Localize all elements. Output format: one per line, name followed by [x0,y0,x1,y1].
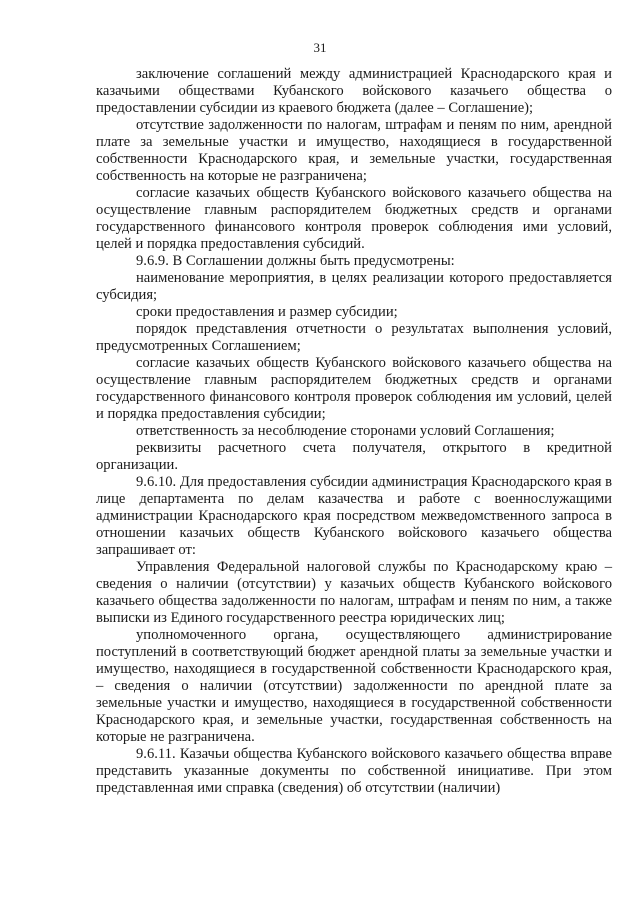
paragraph-tax-service: Управления Федеральной налоговой службы по Краснодарскому краю – сведения о наличии (отсутствии) у казачьих обществ Кубанского войскового казачьего общества задолженности по налогам, штрафам и пеням по ним, а также выписки из Единого государственного реестра юридических лиц; [96,559,612,626]
paragraph-responsibility: ответственность за несоблюдение сторонами условий Соглашения; [136,423,555,439]
page-number: 31 [313,40,327,55]
paragraph-bank-details: реквизиты расчетного счета получателя, открытого в кредитной организации. [96,440,612,473]
paragraph-section-9-6-10: 9.6.10. Для предоставления субсидии администрация Краснодарского края в лице департамента по делам казачества и работе с военнослужащими администрации Краснодарского края посредством межведомственного запроса в отношении казачьих обществ Кубанского войскового казачьего общества запрашивает от: [96,474,612,558]
paragraph-agreement-conclusion: заключение соглашений между администрацией Краснодарского края и казачьими обществами Кубанского войскового казачьего общества о предоставлении субсидии из краевого бюджета (далее – Соглашение); [96,66,612,116]
document-body [96,66,612,797]
paragraph-section-9-6-9: 9.6.9. В Соглашении должны быть предусмотрены: [136,253,455,269]
paragraph-event-name: наименование мероприятия, в целях реализации которого предоставляется субсидия; [96,270,612,303]
paragraph-terms-amount: сроки предоставления и размер субсидии; [136,304,398,320]
paragraph-consent-inspection: согласие казачьих обществ Кубанского войскового казачьего общества на осуществление главным распорядителем бюджетных средств и органами государственного финансового контроля проверок соблюдения ими условий, целей и порядка предоставления субсидий. [96,185,612,252]
paragraph-no-debt: отсутствие задолженности по налогам, штрафам и пеням по ним, арендной плате за земельные участки и имущество, находящиеся в государственной собственности Краснодарского края, и земельные участки, государственная собственность на которые не разграничена; [96,117,612,184]
paragraph-section-9-6-11: 9.6.11. Казачьи общества Кубанского войскового казачьего общества вправе представить указанные документы по собственной инициативе. При этом представленная ими справка (сведения) об отсутствии (наличии) [96,746,612,796]
paragraph-authorized-body: уполномоченного органа, осуществляющего администрирование поступлений в соответствующий бюджет арендной платы за земельные участки и имущество, находящиеся в государственной собственности Краснодарского края, – сведения о наличии (отсутствии) задолженности по арендной плате за земельные участки и имущество, находящиеся в государственной собственности Краснодарского края, и земельные участки, государственная собственность на которые не разграничена. [96,627,612,745]
paragraph-reporting-procedure: порядок представления отчетности о результатах выполнения условий, предусмотренных Соглашением; [96,321,612,354]
paragraph-consent-inspection-2: согласие казачьих обществ Кубанского войскового казачьего общества на осуществление главным распорядителем бюджетных средств и органами государственного финансового контроля проверок соблюдения им условий, целей и порядка предоставления субсидии; [96,355,612,422]
